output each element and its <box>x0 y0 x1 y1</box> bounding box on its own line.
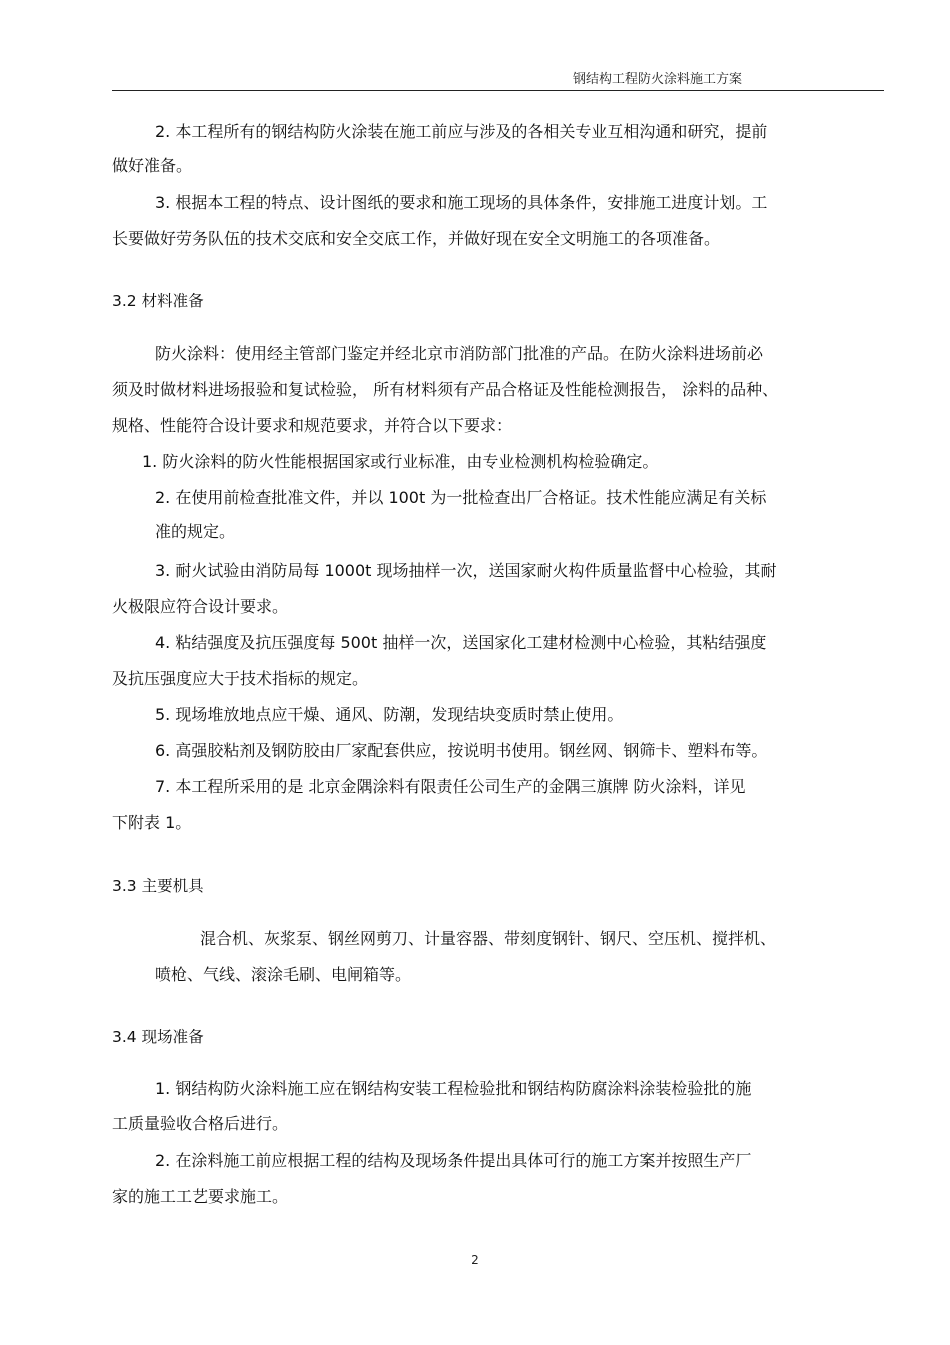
list-item: 7. 本工程所采用的是 北京金隅涂料有限责任公司生产的金隅三旗牌 防火涂料，详见 <box>155 777 746 796</box>
paragraph-line: 2. 本工程所有的钢结构防火涂装在施工前应与涉及的各相关专业互相沟通和研究，提前 <box>155 122 768 141</box>
section-heading: 3.2 材料准备 <box>112 292 204 310</box>
paragraph-line: 2. 在涂料施工前应根据工程的结构及现场条件提出具体可行的施工方案并按照生产厂 <box>155 1151 752 1170</box>
list-item-continuation: 火极限应符合设计要求。 <box>112 597 289 616</box>
header-title: 钢结构工程防火涂料施工方案 <box>573 72 743 87</box>
paragraph-line: 混合机、灰浆泵、钢丝网剪刀、计量容器、带刻度钢针、钢尺、空压机、搅拌机、 <box>200 929 777 948</box>
paragraph-line: 规格、性能符合设计要求和规范要求，并符合以下要求： <box>112 416 513 435</box>
paragraph-line: 防火涂料：使用经主管部门鉴定并经北京市消防部门批准的产品。在防火涂料进场前必 <box>155 344 764 363</box>
paragraph-line: 长要做好劳务队伍的技术交底和安全交底工作，并做好现在安全文明施工的各项准备。 <box>112 229 721 248</box>
page-number: 2 <box>471 1253 479 1267</box>
list-item: 4. 粘结强度及抗压强度每 500t 抽样一次，送国家化工建材检测中心检验，其粘结强度 <box>155 633 767 652</box>
list-item: 3. 耐火试验由消防局每 1000t 现场抽样一次，送国家耐火构件质量监督中心检验，其耐 <box>155 561 777 580</box>
paragraph-line: 3. 根据本工程的特点、设计图纸的要求和施工现场的具体条件，安排施工进度计划。工 <box>155 193 768 212</box>
paragraph-line: 家的施工工艺要求施工。 <box>112 1187 289 1206</box>
paragraph-line: 做好准备。 <box>112 156 193 175</box>
section-heading: 3.4 现场准备 <box>112 1028 204 1046</box>
list-item: 5. 现场堆放地点应干燥、通风、防潮，发现结块变质时禁止使用。 <box>155 705 624 724</box>
list-item: 1. 防火涂料的防火性能根据国家或行业标准，由专业检测机构检验确定。 <box>142 452 659 471</box>
list-item-continuation: 准的规定。 <box>155 522 236 541</box>
section-heading: 3.3 主要机具 <box>112 877 204 895</box>
paragraph-line: 1. 钢结构防火涂料施工应在钢结构安装工程检验批和钢结构防腐涂料涂装检验批的施 <box>155 1079 752 1098</box>
header-divider <box>112 90 884 91</box>
list-item-continuation: 下附表 1。 <box>112 813 192 832</box>
paragraph-line: 须及时做材料进场报验和复试检验， 所有材料须有产品合格证及性能检测报告， 涂料的品种、 <box>112 380 779 399</box>
paragraph-line: 工质量验收合格后进行。 <box>112 1114 289 1133</box>
list-item: 2. 在使用前检查批准文件，并以 100t 为一批检查出厂合格证。技术性能应满足有关标 <box>155 488 767 507</box>
list-item-continuation: 及抗压强度应大于技术指标的规定。 <box>112 669 369 688</box>
list-item: 6. 高强胶粘剂及钢防胶由厂家配套供应，按说明书使用。钢丝网、钢筛卡、塑料布等。 <box>155 741 768 760</box>
page-header <box>0 68 950 88</box>
paragraph-line: 喷枪、气线、滚涂毛刷、电闸箱等。 <box>155 965 412 984</box>
